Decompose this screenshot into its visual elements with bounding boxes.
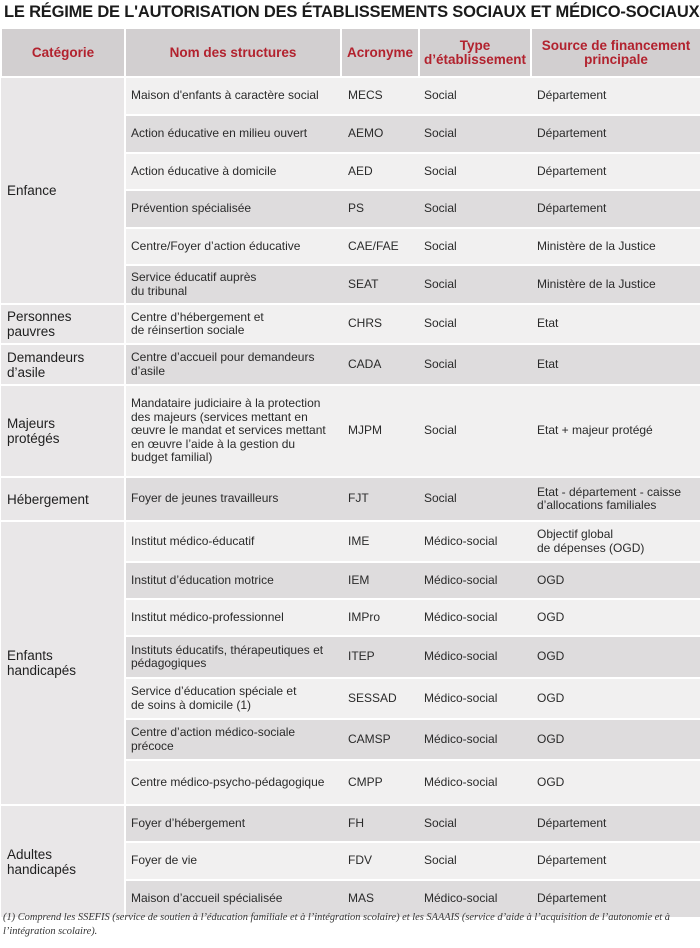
acronym-cell: CAMSP	[341, 719, 419, 760]
acronym-cell: AED	[341, 153, 419, 190]
name-cell: Institut médico-éducatif	[125, 521, 341, 562]
header-acronym: Acronyme	[341, 28, 419, 77]
category-cell: Majeurs protégés	[1, 385, 125, 477]
name-cell: Prévention spécialisée	[125, 190, 341, 228]
category-cell: Enfants handicapés	[1, 521, 125, 805]
table-row	[1, 477, 700, 521]
funding-cell: Département	[531, 77, 700, 115]
category-cell: Personnes pauvres	[1, 304, 125, 344]
header-row	[1, 28, 700, 77]
acronym-cell: IEM	[341, 562, 419, 599]
name-cell: Maison d’accueil spécialisée	[125, 880, 341, 918]
funding-cell: Etat	[531, 304, 700, 344]
type-cell: Social	[419, 477, 531, 521]
name-cell: Action éducative en milieu ouvert	[125, 115, 341, 153]
type-cell: Social	[419, 265, 531, 304]
name-cell: Service éducatif auprès du tribunal	[125, 265, 341, 304]
table-row	[1, 304, 700, 344]
funding-cell: Département	[531, 842, 700, 880]
table-row	[1, 344, 700, 385]
acronym-cell: FDV	[341, 842, 419, 880]
funding-cell: Département	[531, 805, 700, 842]
name-cell: Service d’éducation spéciale et de soins à domicile (1)	[125, 678, 341, 719]
name-cell: Institut d’éducation motrice	[125, 562, 341, 599]
name-cell: Centre d’action médico-sociale précoce	[125, 719, 341, 760]
header-category: Catégorie	[1, 28, 125, 77]
name-cell: Mandataire judiciaire à la protection des majeurs (services mettant en œuvre le mandat et services mettant en œuvre l’aide à la gestion du budget familial)	[125, 385, 341, 477]
name-cell: Centre/Foyer d’action éducative	[125, 228, 341, 265]
acronym-cell: CHRS	[341, 304, 419, 344]
authorization-table	[0, 27, 700, 919]
category-cell: Hébergement	[1, 477, 125, 521]
table-row	[1, 385, 700, 477]
type-cell: Médico-social	[419, 760, 531, 805]
acronym-cell: AEMO	[341, 115, 419, 153]
acronym-cell: PS	[341, 190, 419, 228]
funding-cell: OGD	[531, 760, 700, 805]
acronym-cell: IME	[341, 521, 419, 562]
name-cell: Foyer de vie	[125, 842, 341, 880]
funding-cell: Etat - département - caisse d’allocations familiales	[531, 477, 700, 521]
funding-cell: Ministère de la Justice	[531, 265, 700, 304]
funding-cell: Département	[531, 190, 700, 228]
footnote: (1) Comprend les SSEFIS (service de soutien à l’éducation familiale et à l’intégration scolaire) et les SAAAIS (service d’aide à l’acquisition de l’autonomie et à l’intégration scolaire).	[3, 912, 670, 937]
funding-cell: Ministère de la Justice	[531, 228, 700, 265]
acronym-cell: FH	[341, 805, 419, 842]
funding-cell: Département	[531, 115, 700, 153]
funding-cell: Département	[531, 153, 700, 190]
name-cell: Action éducative à domicile	[125, 153, 341, 190]
category-cell: Adultes handicapés	[1, 805, 125, 918]
category-cell: Demandeurs d’asile	[1, 344, 125, 385]
funding-cell: OGD	[531, 562, 700, 599]
type-cell: Social	[419, 805, 531, 842]
funding-cell: Objectif global de dépenses (OGD)	[531, 521, 700, 562]
header-type: Type d’établissement	[419, 28, 531, 77]
type-cell: Médico-social	[419, 521, 531, 562]
type-cell: Médico-social	[419, 599, 531, 636]
table-row	[1, 77, 700, 115]
acronym-cell: CADA	[341, 344, 419, 385]
acronym-cell: MAS	[341, 880, 419, 918]
name-cell: Centre médico-psycho-pédagogique	[125, 760, 341, 805]
table-body	[1, 77, 700, 918]
name-cell: Instituts éducatifs, thérapeutiques et pédagogiques	[125, 636, 341, 678]
type-cell: Social	[419, 153, 531, 190]
type-cell: Social	[419, 385, 531, 477]
header-name: Nom des structures	[125, 28, 341, 77]
header-funding: Source de financement principale	[531, 28, 700, 77]
acronym-cell: SEAT	[341, 265, 419, 304]
funding-cell: Etat + majeur protégé	[531, 385, 700, 477]
name-cell: Institut médico-professionnel	[125, 599, 341, 636]
name-cell: Foyer de jeunes travailleurs	[125, 477, 341, 521]
type-cell: Médico-social	[419, 880, 531, 918]
type-cell: Social	[419, 304, 531, 344]
type-cell: Médico-social	[419, 636, 531, 678]
type-cell: Médico-social	[419, 678, 531, 719]
type-cell: Social	[419, 228, 531, 265]
type-cell: Social	[419, 344, 531, 385]
funding-cell: Etat	[531, 344, 700, 385]
type-cell: Social	[419, 190, 531, 228]
acronym-cell: MECS	[341, 77, 419, 115]
type-cell: Médico-social	[419, 562, 531, 599]
type-cell: Social	[419, 842, 531, 880]
acronym-cell: CAE/FAE	[341, 228, 419, 265]
acronym-cell: MJPM	[341, 385, 419, 477]
table-row	[1, 521, 700, 562]
type-cell: Social	[419, 115, 531, 153]
acronym-cell: FJT	[341, 477, 419, 521]
funding-cell: Département	[531, 880, 700, 918]
type-cell: Médico-social	[419, 719, 531, 760]
acronym-cell: SESSAD	[341, 678, 419, 719]
name-cell: Maison d'enfants à caractère social	[125, 77, 341, 115]
acronym-cell: ITEP	[341, 636, 419, 678]
name-cell: Foyer d’hébergement	[125, 805, 341, 842]
category-cell: Enfance	[1, 77, 125, 304]
name-cell: Centre d’accueil pour demandeurs d’asile	[125, 344, 341, 385]
funding-cell: OGD	[531, 599, 700, 636]
name-cell: Centre d’hébergement et de réinsertion sociale	[125, 304, 341, 344]
funding-cell: OGD	[531, 678, 700, 719]
acronym-cell: IMPro	[341, 599, 419, 636]
funding-cell: OGD	[531, 636, 700, 678]
acronym-cell: CMPP	[341, 760, 419, 805]
funding-cell: OGD	[531, 719, 700, 760]
type-cell: Social	[419, 77, 531, 115]
table-row	[1, 805, 700, 842]
page-title: LE RÉGIME DE L'AUTORISATION DES ÉTABLISSEMENTS SOCIAUX ET MÉDICO-SOCIAUX	[4, 3, 700, 21]
